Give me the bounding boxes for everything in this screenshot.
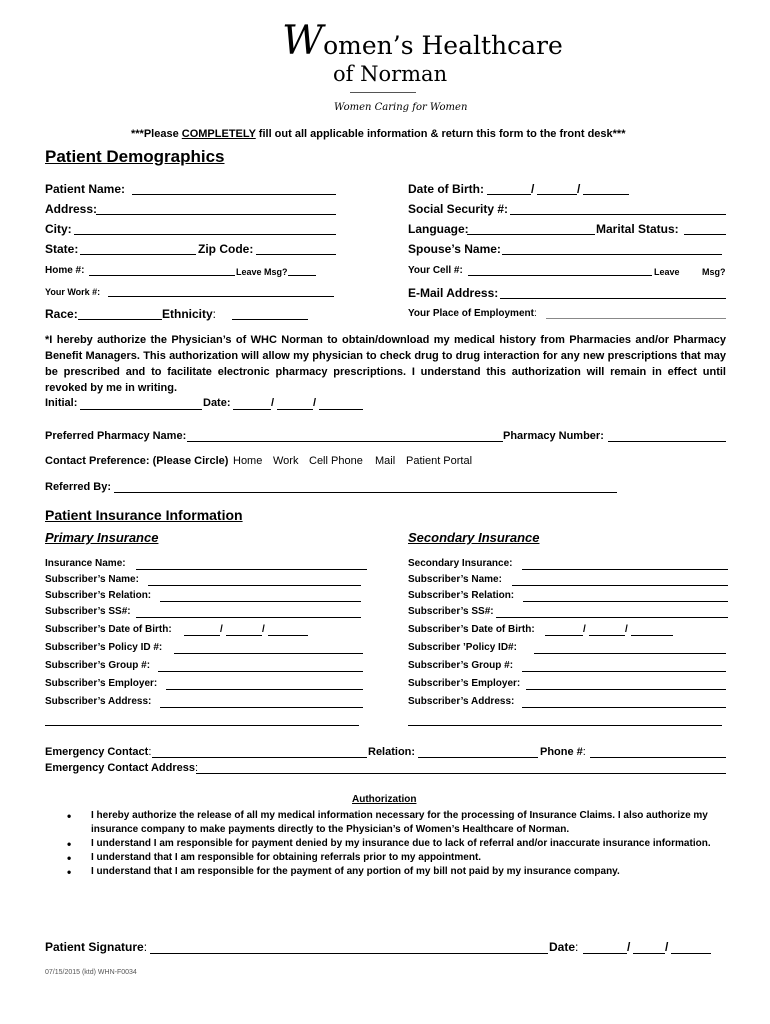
ethnicity-text: Ethnicity: [162, 307, 213, 321]
ethnicity-label: [162, 307, 216, 321]
secondary-employer-label: Subscriber’s Employer:: [408, 678, 521, 689]
primary-insurance-name-label: Insurance Name:: [45, 558, 126, 569]
initial-date-month-field[interactable]: [233, 409, 271, 410]
patient-name-field[interactable]: [132, 194, 336, 195]
race-field[interactable]: [78, 319, 162, 320]
preferred-pharmacy-label: Preferred Pharmacy Name:: [45, 430, 187, 442]
language-field[interactable]: [467, 234, 595, 235]
dob-day-field[interactable]: [537, 194, 577, 195]
emergency-relation-label: Relation:: [368, 746, 416, 758]
logo-text-1: omen’s Healthcare: [323, 31, 563, 60]
signature-date-text: Date: [549, 940, 576, 954]
secondary-policy-label: Subscriber ’Policy ID#:: [408, 642, 517, 653]
primary-address-field[interactable]: [160, 707, 363, 708]
logo-divider: [350, 92, 416, 93]
zip-label: Zip Code:: [198, 242, 254, 256]
primary-dob-year-field[interactable]: [268, 635, 308, 636]
initial-date-day-field[interactable]: [277, 409, 313, 410]
signature-colon: :: [143, 940, 148, 954]
city-label: City:: [45, 222, 72, 236]
instruction-text: [131, 128, 626, 140]
cell-leave-label: Leave: [654, 267, 680, 277]
address-field[interactable]: [96, 214, 336, 215]
secondary-address-field[interactable]: [522, 707, 726, 708]
emergency-contact-label: [45, 746, 151, 758]
initial-date-slash-2: /: [313, 397, 317, 409]
secondary-insurance-name-label: Secondary Insurance:: [408, 558, 513, 569]
logo-tagline: Women Caring for Women: [334, 102, 468, 113]
emergency-contact-text: Emergency Contact: [45, 746, 149, 758]
work-phone-field[interactable]: [108, 296, 334, 297]
emergency-address-field[interactable]: [196, 773, 726, 774]
patient-name-label: Patient Name:: [45, 182, 126, 196]
pharmacy-authorization-text: *I hereby authorize the Physician’s of WHC Norman to obtain/download my medical history from Pharmacies and/or Pharmacy Benefit Managers. This authorization will allow my physician to check drug to drug interaction for any new prescriptions that may be prescribed and to facilitate electronic pharmacy prescriptions. I understand this authorization will remain in effect until revoked by me in writing.: [45, 334, 726, 394]
initial-label: Initial:: [45, 397, 78, 409]
dob-label: Date of Birth:: [408, 182, 484, 196]
primary-dob-slash-2: /: [262, 624, 265, 635]
home-leave-msg-field[interactable]: [288, 275, 316, 276]
authorization-title: Authorization: [352, 794, 417, 805]
contact-preference-label: Contact Preference: (Please Circle): [45, 455, 229, 467]
secondary-subscriber-name-label: Subscriber’s Name:: [408, 574, 502, 585]
authorization-item: • I understand that I am responsible for obtaining referrals prior to my appointment.: [45, 851, 717, 865]
dob-slash-2: /: [577, 182, 581, 196]
primary-ss-label: Subscriber’s SS#:: [45, 606, 131, 617]
email-field[interactable]: [500, 298, 726, 299]
primary-insurance-heading: Primary Insurance: [45, 530, 159, 545]
primary-subscriber-name-label: Subscriber’s Name:: [45, 574, 139, 585]
secondary-insurance-name-field[interactable]: [522, 569, 728, 570]
emergency-phone-text: Phone #: [540, 746, 583, 758]
signature-date-month-field[interactable]: [583, 953, 627, 954]
home-phone-field[interactable]: [89, 275, 235, 276]
spouse-name-field[interactable]: [502, 254, 722, 255]
contact-option-home[interactable]: Home: [233, 455, 263, 467]
zip-field[interactable]: [256, 254, 336, 255]
authorization-list: [45, 809, 717, 879]
signature-date-slash-1: /: [627, 940, 631, 954]
secondary-ss-field[interactable]: [496, 617, 728, 618]
primary-dob-slash-1: /: [220, 624, 223, 635]
referred-by-field[interactable]: [114, 492, 617, 493]
signature-date-colon: :: [575, 940, 579, 954]
secondary-dob-slash-1: /: [583, 624, 586, 635]
primary-address-label: Subscriber’s Address:: [45, 696, 152, 707]
pharmacy-number-label: Pharmacy Number:: [503, 430, 604, 442]
employment-text: Your Place of Employment: [408, 308, 534, 319]
marital-status-label: Marital Status:: [596, 222, 679, 236]
signature-date-slash-2: /: [665, 940, 669, 954]
instruction-emphasis: COMPLETELY: [181, 128, 256, 140]
contact-option-cell-phone[interactable]: Cell Phone: [309, 455, 363, 467]
cell-phone-field[interactable]: [468, 275, 652, 276]
logo-initial: W: [282, 18, 324, 64]
preferred-pharmacy-field[interactable]: [187, 441, 503, 442]
secondary-address-label: Subscriber’s Address:: [408, 696, 515, 707]
emergency-contact-field[interactable]: [152, 757, 367, 758]
secondary-address-field-2[interactable]: [408, 725, 722, 726]
emergency-phone-field[interactable]: [590, 757, 726, 758]
primary-dob-day-field[interactable]: [226, 635, 262, 636]
contact-option-work[interactable]: Work: [273, 455, 299, 467]
primary-subscriber-name-field[interactable]: [148, 585, 361, 586]
authorization-item: • I hereby authorize the release of all my medical information necessary for the processing of Insurance Claims. I also authorize my insurance company to make payments directly to the Physician’s of Women’s Healthcare of Norman.: [45, 809, 717, 837]
secondary-dob-slash-2: /: [625, 624, 628, 635]
dob-month-field[interactable]: [487, 194, 531, 195]
emergency-address-colon: :: [194, 762, 199, 774]
authorization-item: • I understand that I am responsible for the payment of any portion of my bill not paid by my insurance company.: [45, 865, 717, 879]
cell-msg-label: Msg?: [702, 267, 726, 277]
initial-field[interactable]: [80, 409, 202, 410]
contact-option-patient-portal[interactable]: Patient Portal: [406, 455, 473, 467]
primary-employer-label: Subscriber’s Employer:: [45, 678, 158, 689]
form-footer-code: 07/15/2015 (ktd) WHN-F0034: [45, 969, 137, 976]
employment-label: [408, 308, 537, 319]
contact-option-mail[interactable]: Mail: [375, 455, 396, 467]
home-phone-label: Home #:: [45, 265, 85, 276]
dob-slash-1: /: [531, 182, 535, 196]
spouse-name-label: Spouse’s Name:: [408, 242, 501, 256]
secondary-dob-year-field[interactable]: [631, 635, 673, 636]
email-label: E-Mail Address:: [408, 286, 499, 300]
primary-relation-field[interactable]: [160, 601, 361, 602]
referred-by-label: Referred By:: [45, 481, 112, 493]
instruction-prefix: ***Please: [131, 128, 182, 140]
ssn-label: Social Security #:: [408, 202, 509, 216]
emergency-address-text: Emergency Contact Address: [45, 762, 195, 774]
race-label: Race:: [45, 307, 78, 321]
ssn-field[interactable]: [510, 214, 726, 215]
primary-ss-field[interactable]: [136, 617, 361, 618]
logo-line-1: [282, 18, 563, 64]
primary-relation-label: Subscriber’s Relation:: [45, 590, 152, 601]
ethnicity-field[interactable]: [232, 319, 308, 320]
primary-policy-field[interactable]: [174, 653, 363, 654]
signature-text: Patient Signature: [45, 940, 144, 954]
primary-policy-label: Subscriber’s Policy ID #:: [45, 642, 163, 653]
initial-date-label: Date:: [203, 397, 231, 409]
state-field[interactable]: [80, 254, 196, 255]
emergency-address-label: [45, 762, 198, 774]
secondary-dob-label: Subscriber’s Date of Birth:: [408, 624, 535, 635]
emergency-relation-field[interactable]: [418, 757, 538, 758]
signature-date-label: [549, 940, 578, 954]
logo-line-2: of Norman: [333, 62, 448, 86]
secondary-relation-field[interactable]: [523, 601, 728, 602]
authorization-item: • I understand I am responsible for payment denied by my insurance due to lack of referral and/or inaccurate insurance information.: [45, 837, 717, 851]
signature-field[interactable]: [150, 953, 548, 954]
primary-dob-label: Subscriber’s Date of Birth:: [45, 624, 172, 635]
pharmacy-number-field[interactable]: [608, 441, 726, 442]
dob-year-field[interactable]: [583, 194, 629, 195]
initial-date-slash-1: /: [271, 397, 275, 409]
primary-dob-month-field[interactable]: [184, 635, 220, 636]
address-label: Address:: [45, 202, 98, 216]
cell-phone-label: Your Cell #:: [408, 265, 463, 276]
marital-status-field[interactable]: [684, 234, 726, 235]
emergency-phone-label: [540, 746, 586, 758]
primary-group-field[interactable]: [158, 671, 363, 672]
secondary-insurance-heading: Secondary Insurance: [408, 530, 540, 545]
secondary-dob-day-field[interactable]: [589, 635, 625, 636]
work-phone-label: Your Work #:: [45, 287, 101, 297]
secondary-group-field[interactable]: [522, 671, 726, 672]
emergency-contact-colon: :: [148, 746, 152, 758]
ethnicity-colon: :: [212, 307, 217, 321]
emergency-phone-colon: :: [582, 746, 586, 758]
insurance-title: Patient Insurance Information: [45, 507, 243, 523]
city-field[interactable]: [74, 234, 336, 235]
employment-colon: :: [533, 308, 537, 319]
initial-date-year-field[interactable]: [319, 409, 363, 410]
secondary-employer-field[interactable]: [526, 689, 726, 690]
instruction-suffix: fill out all applicable information & return this form to the front desk***: [255, 128, 626, 140]
secondary-dob-month-field[interactable]: [545, 635, 583, 636]
state-label: State:: [45, 242, 79, 256]
secondary-relation-label: Subscriber’s Relation:: [408, 590, 515, 601]
secondary-ss-label: Subscriber’s SS#:: [408, 606, 494, 617]
secondary-subscriber-name-field[interactable]: [512, 585, 728, 586]
primary-address-field-2[interactable]: [45, 725, 359, 726]
primary-employer-field[interactable]: [166, 689, 363, 690]
employment-field[interactable]: [546, 318, 726, 319]
primary-insurance-name-field[interactable]: [136, 569, 367, 570]
home-leave-msg-label: Leave Msg?: [236, 267, 288, 277]
signature-label: [45, 940, 147, 954]
primary-group-label: Subscriber’s Group #:: [45, 660, 151, 671]
secondary-policy-field[interactable]: [534, 653, 726, 654]
signature-date-year-field[interactable]: [671, 953, 711, 954]
secondary-group-label: Subscriber’s Group #:: [408, 660, 514, 671]
signature-date-day-field[interactable]: [633, 953, 665, 954]
demographics-title: Patient Demographics: [45, 147, 225, 166]
language-label: Language:: [408, 222, 469, 236]
